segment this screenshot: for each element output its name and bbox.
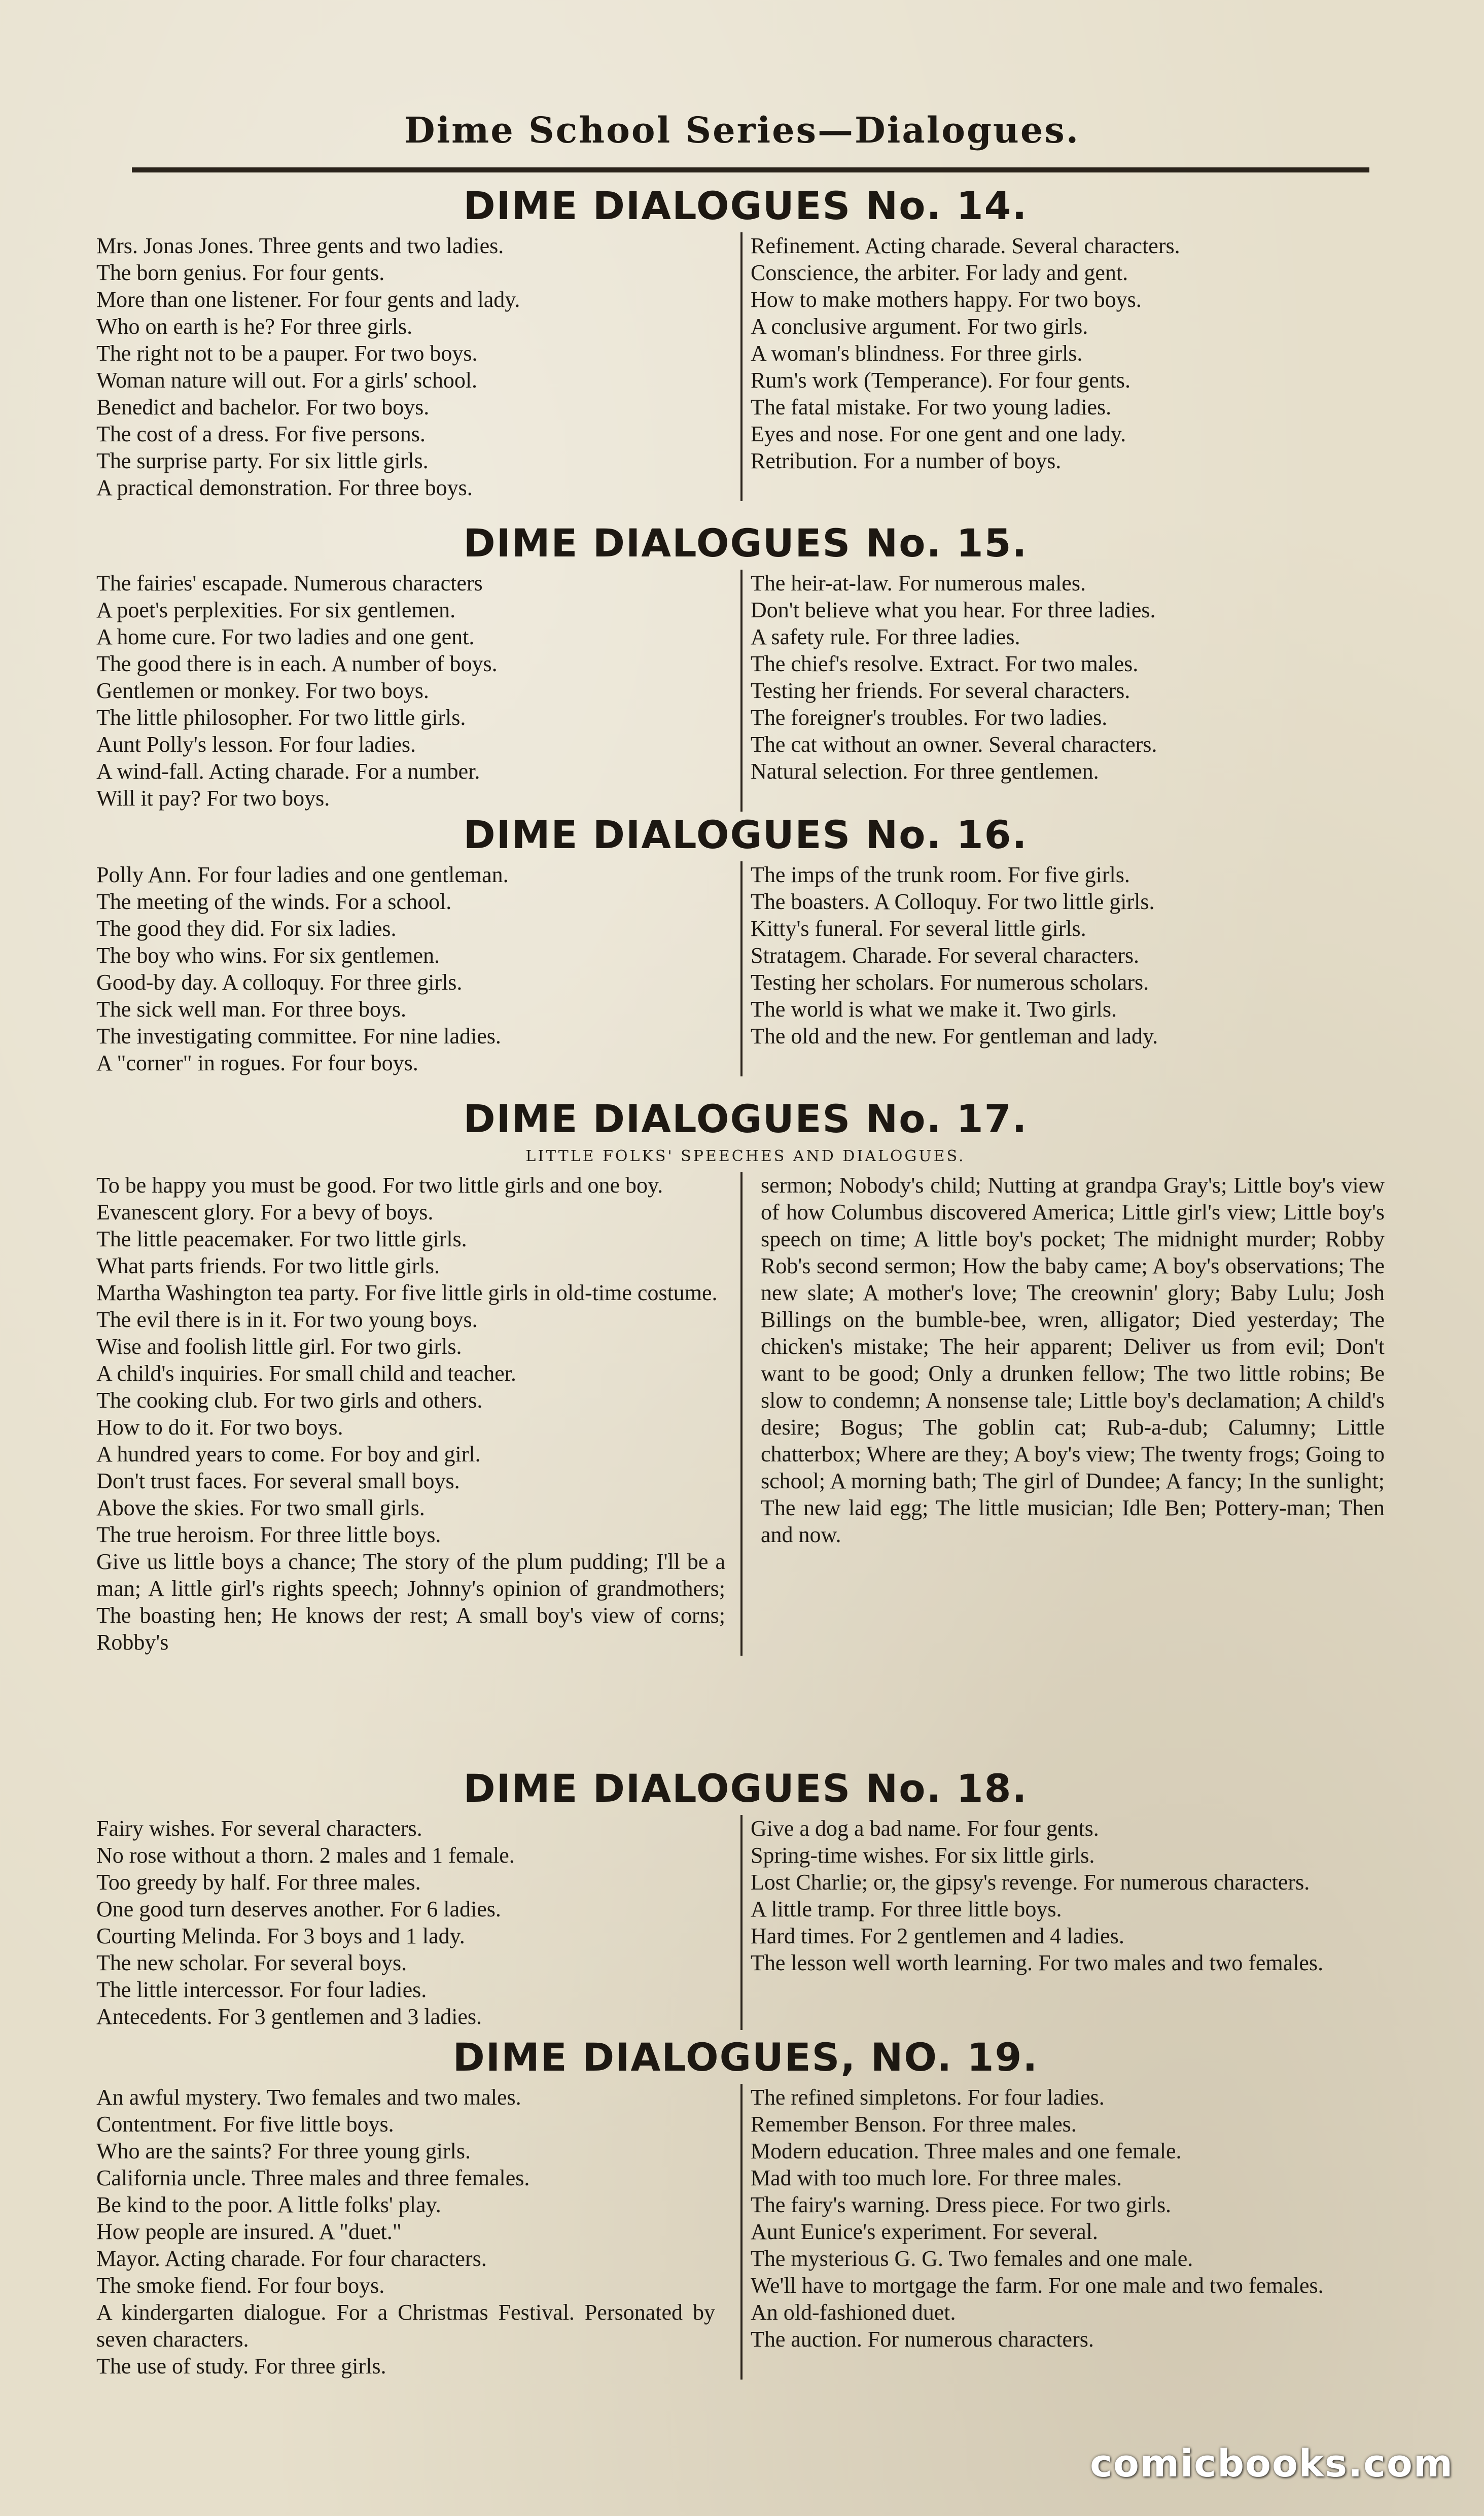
right-column xyxy=(730,232,1364,501)
list-item: The evil there is in it. For two young boys. xyxy=(96,1307,478,1332)
list-item: More than one listener. For four gents and lady. xyxy=(96,287,520,312)
list-item: A "corner" in rogues. For four boys. xyxy=(96,1051,418,1075)
list-item: Lost Charlie; or, the gipsy's revenge. For numerous characters. xyxy=(751,1870,1310,1895)
list-item: A practical demonstration. For three boys. xyxy=(96,475,473,500)
list-item: The little philosopher. For two little girls. xyxy=(96,705,466,730)
right-column xyxy=(740,1172,1385,1656)
list-item: The foreigner's troubles. For two ladies. xyxy=(751,705,1108,730)
list-item: A safety rule. For three ladies. xyxy=(751,624,1020,649)
list-item: Testing her friends. For several characters. xyxy=(751,678,1130,703)
list-item: Don't trust faces. For several small boys. xyxy=(96,1469,460,1493)
list-item: A conclusive argument. For two girls. xyxy=(751,314,1088,339)
list-item: Woman nature will out. For a girls' school. xyxy=(96,368,478,393)
list-item: The true heroism. For three little boys. xyxy=(96,1522,441,1547)
list-item: A hundred years to come. For boy and girl. xyxy=(96,1442,481,1466)
list-item: Aunt Polly's lesson. For four ladies. xyxy=(96,732,416,757)
list-item: Good-by day. A colloquy. For three girls. xyxy=(96,970,463,995)
list-item: Retribution. For a number of boys. xyxy=(751,448,1062,473)
right-column xyxy=(730,570,1364,812)
list-item: The world is what we make it. Two girls. xyxy=(751,997,1117,1022)
section-title: DIME DIALOGUES No. 14. xyxy=(463,183,1028,228)
right-column xyxy=(730,861,1364,1076)
two-column-list xyxy=(96,232,1395,501)
series-title: Dime School Series—Dialogues. xyxy=(404,109,1080,151)
list-item: The cat without an owner. Several characters. xyxy=(751,732,1157,757)
column-divider xyxy=(740,1815,743,2030)
list-item: The cooking club. For two girls and others. xyxy=(96,1388,483,1413)
list-item: The use of study. For three girls. xyxy=(96,2354,386,2379)
list-item: The sick well man. For three boys. xyxy=(96,997,406,1022)
right-column xyxy=(730,1815,1364,2030)
list-item: The little intercessor. For four ladies. xyxy=(96,1977,427,2002)
list-item: The chief's resolve. Extract. For two males. xyxy=(751,651,1139,676)
list-item: An awful mystery. Two females and two males. xyxy=(96,2085,521,2110)
section-title: DIME DIALOGUES No. 16. xyxy=(463,812,1028,857)
left-column xyxy=(96,2084,730,2380)
list-item: Mad with too much lore. For three males. xyxy=(751,2165,1122,2190)
column-divider xyxy=(740,232,743,501)
title-rule xyxy=(132,167,1369,172)
section-title: DIME DIALOGUES No. 17. xyxy=(463,1096,1028,1141)
recitation-list-paragraph: sermon; Nobody's child; Nutting at grandpa Gray's; Little boy's view of how Columbus discovered America; Little girl's view; Little boy's speech on time; A little boy's pocket; The midnight murder; Robby Rob's second sermon; How the baby came; A boy's observations; The new slate; A mother's love; The creownin' glory; Baby Lulu; Josh Billings on the bumble-bee, wren, alligator; Died yesterday; The chicken's mistake; The heir apparent; Deliver us from evil; Don't want to be good; Only a drunken fellow; The two little robins; Be slow to condemn; A nonsense tale; Little boy's declamation; A child's desire; Bogus; The goblin cat; Rub-a-dub; Calumny; Little chatterbox; Where are they; A boy's view; The twenty frogs; Going to school; A morning bath; The girl of Dundee; A fancy; In the sunlight; The new laid egg; The little musician; Idle Ben; Pottery-man; Then and now. xyxy=(761,1173,1385,1547)
list-item: The mysterious G. G. Two females and one male. xyxy=(751,2246,1193,2271)
list-item: A wind-fall. Acting charade. For a number. xyxy=(96,759,480,784)
list-item: Refinement. Acting charade. Several characters. xyxy=(751,233,1180,258)
list-item: How to make mothers happy. For two boys. xyxy=(751,287,1142,312)
section-dialogues-17 xyxy=(96,1096,1395,1656)
list-item: The little peacemaker. For two little girls. xyxy=(96,1227,467,1251)
list-item: What parts friends. For two little girls. xyxy=(96,1253,440,1278)
left-column xyxy=(96,232,730,501)
list-item: Modern education. Three males and one female. xyxy=(751,2139,1182,2163)
list-item: Who are the saints? For three young girls. xyxy=(96,2139,471,2163)
list-item: The surprise party. For six little girls. xyxy=(96,448,429,473)
list-item: Who on earth is he? For three girls. xyxy=(96,314,413,339)
list-item: Will it pay? For two boys. xyxy=(96,786,330,811)
list-item: Mrs. Jonas Jones. Three gents and two ladies. xyxy=(96,233,504,258)
column-divider xyxy=(740,570,743,812)
list-item: Give us little boys a chance; The story of the plum pudding; I'll be a man; A little girl's rights speech; Johnny's opinion of grandmothers; The boasting hen; He knows der rest; A small boy's view of corns; Robby's xyxy=(96,1549,725,1655)
list-item: A kindergarten dialogue. For a Christmas Festival. Personated by seven characters. xyxy=(96,2300,715,2352)
two-column-list xyxy=(96,861,1395,1076)
list-item: Stratagem. Charade. For several characters. xyxy=(751,943,1139,968)
list-item: Antecedents. For 3 gentlemen and 3 ladies. xyxy=(96,2004,482,2029)
section-dialogues-19 xyxy=(96,2034,1395,2380)
list-item: Eyes and nose. For one gent and one lady. xyxy=(751,422,1126,446)
left-column xyxy=(96,1815,730,2030)
list-item: The smoke fiend. For four boys. xyxy=(96,2273,385,2298)
list-item: The right not to be a pauper. For two boys. xyxy=(96,341,478,366)
list-item: Remember Benson. For three males. xyxy=(751,2112,1077,2137)
list-item: One good turn deserves another. For 6 ladies. xyxy=(96,1897,501,1921)
column-divider xyxy=(740,2084,743,2380)
list-item: Fairy wishes. For several characters. xyxy=(96,1816,422,1841)
list-item: The lesson well worth learning. For two males and two females. xyxy=(751,1950,1324,1975)
list-item: Mayor. Acting charade. For four characters. xyxy=(96,2246,487,2271)
list-item: Benedict and bachelor. For two boys. xyxy=(96,395,430,420)
left-column xyxy=(96,570,730,812)
list-item: The old and the new. For gentleman and lady. xyxy=(751,1024,1158,1049)
right-column xyxy=(730,2084,1364,2380)
column-divider xyxy=(740,1172,743,1656)
list-item: Martha Washington tea party. For five little girls in old-time costume. xyxy=(96,1280,718,1305)
list-item: The good there is in each. A number of boys. xyxy=(96,651,498,676)
list-item: Above the skies. For two small girls. xyxy=(96,1495,425,1520)
section-title: DIME DIALOGUES No. 15. xyxy=(463,520,1028,566)
list-item: Don't believe what you hear. For three ladies. xyxy=(751,598,1156,622)
list-item: Gentlemen or monkey. For two boys. xyxy=(96,678,429,703)
list-item: No rose without a thorn. 2 males and 1 female. xyxy=(96,1843,515,1868)
list-item: The boasters. A Colloquy. For two little girls. xyxy=(751,889,1155,914)
list-item: The cost of a dress. For five persons. xyxy=(96,422,426,446)
list-item: The fairies' escapade. Numerous characters xyxy=(96,571,483,596)
list-item: Be kind to the poor. A little folks' play. xyxy=(96,2192,441,2217)
list-item: The auction. For numerous characters. xyxy=(751,2327,1094,2352)
section-title: DIME DIALOGUES No. 18. xyxy=(463,1766,1028,1811)
list-item: A little tramp. For three little boys. xyxy=(751,1897,1062,1921)
list-item: Conscience, the arbiter. For lady and gent. xyxy=(751,260,1128,285)
list-item: Kitty's funeral. For several little girls. xyxy=(751,916,1086,941)
list-item: Give a dog a bad name. For four gents. xyxy=(751,1816,1099,1841)
list-item: The investigating committee. For nine ladies. xyxy=(96,1024,501,1049)
list-item: The imps of the trunk room. For five girls. xyxy=(751,862,1130,887)
left-column xyxy=(96,1172,740,1656)
list-item: Courting Melinda. For 3 boys and 1 lady. xyxy=(96,1924,465,1948)
list-item: Wise and foolish little girl. For two girls. xyxy=(96,1334,462,1359)
left-column xyxy=(96,861,730,1076)
list-item: The heir-at-law. For numerous males. xyxy=(751,571,1086,596)
two-column-list xyxy=(96,2084,1395,2380)
list-item: Rum's work (Temperance). For four gents. xyxy=(751,368,1130,393)
list-item: Spring-time wishes. For six little girls. xyxy=(751,1843,1095,1868)
list-item: Contentment. For five little boys. xyxy=(96,2112,394,2137)
section-dialogues-14 xyxy=(96,183,1395,501)
list-item: A woman's blindness. For three girls. xyxy=(751,341,1083,366)
section-dialogues-15 xyxy=(96,520,1395,812)
list-item: Aunt Eunice's experiment. For several. xyxy=(751,2219,1098,2244)
list-item: California uncle. Three males and three females. xyxy=(96,2165,530,2190)
section-dialogues-18 xyxy=(96,1765,1395,2030)
list-item: The good they did. For six ladies. xyxy=(96,916,397,941)
list-item: Evanescent glory. For a bevy of boys. xyxy=(96,1200,434,1225)
two-column-list xyxy=(96,1815,1395,2030)
watermark: comicbooks.com xyxy=(1090,2442,1454,2486)
section-dialogues-16 xyxy=(96,812,1395,1076)
two-column-list xyxy=(96,570,1395,812)
list-item: Testing her scholars. For numerous scholars. xyxy=(751,970,1149,995)
list-item: Natural selection. For three gentlemen. xyxy=(751,759,1099,784)
list-item: Polly Ann. For four ladies and one gentleman. xyxy=(96,862,509,887)
list-item: The new scholar. For several boys. xyxy=(96,1950,407,1975)
list-item: To be happy you must be good. For two little girls and one boy. xyxy=(96,1173,663,1198)
list-item: The fairy's warning. Dress piece. For two girls. xyxy=(751,2192,1172,2217)
list-item: A child's inquiries. For small child and teacher. xyxy=(96,1361,516,1386)
section-subtitle: LITTLE FOLKS' SPEECHES AND DIALOGUES. xyxy=(525,1147,966,1165)
two-column-list xyxy=(96,1172,1395,1656)
section-title: DIME DIALOGUES, NO. 19. xyxy=(452,2035,1039,2080)
list-item: Hard times. For 2 gentlemen and 4 ladies. xyxy=(751,1924,1124,1948)
list-item: How to do it. For two boys. xyxy=(96,1415,343,1440)
list-item: An old-fashioned duet. xyxy=(751,2300,956,2325)
list-item: How people are insured. A "duet." xyxy=(96,2219,402,2244)
list-item: We'll have to mortgage the farm. For one male and two females. xyxy=(751,2273,1324,2298)
list-item: The fatal mistake. For two young ladies. xyxy=(751,395,1112,420)
list-item: The refined simpletons. For four ladies. xyxy=(751,2085,1105,2110)
list-item: The boy who wins. For six gentlemen. xyxy=(96,943,440,968)
column-divider xyxy=(740,861,743,1076)
list-item: Too greedy by half. For three males. xyxy=(96,1870,421,1895)
list-item: A poet's perplexities. For six gentlemen. xyxy=(96,598,456,622)
list-item: The meeting of the winds. For a school. xyxy=(96,889,452,914)
list-item: The born genius. For four gents. xyxy=(96,260,385,285)
list-item: A home cure. For two ladies and one gent. xyxy=(96,624,475,649)
